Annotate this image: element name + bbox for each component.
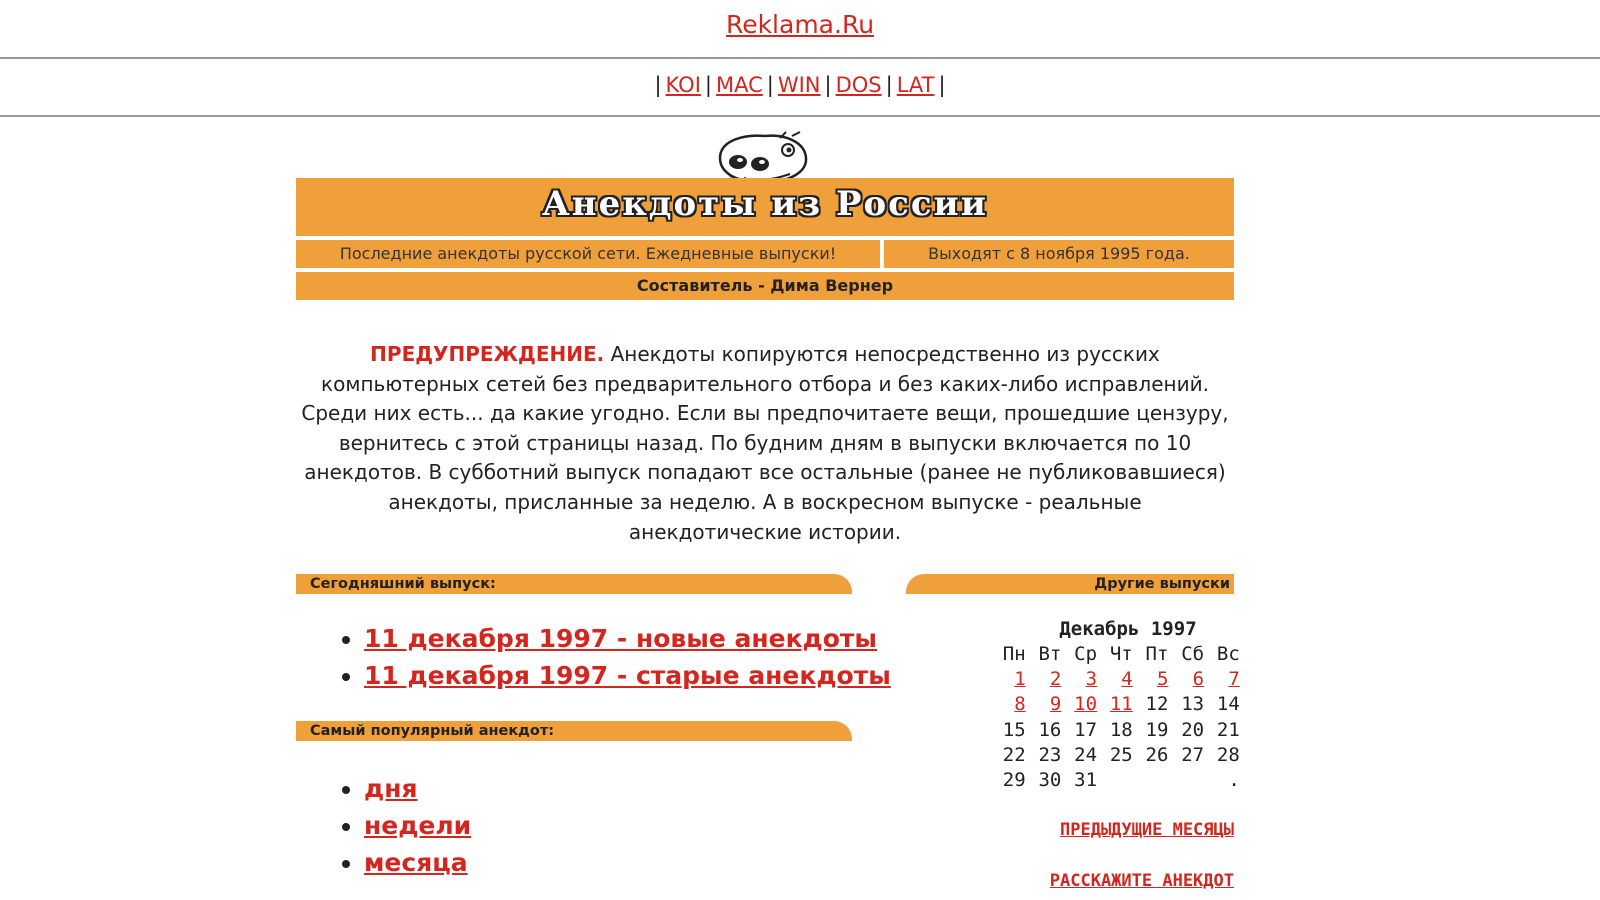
calendar-cell xyxy=(1204,667,1240,692)
today-old-jokes-link[interactable]: 11 декабря 1997 - старые анекдоты xyxy=(364,661,891,690)
list-item xyxy=(364,657,891,694)
calendar-day-link[interactable]: 1 xyxy=(1014,668,1026,691)
banner-subtitle-left: Последние анекдоты русской сети. Ежедневные выпуски! xyxy=(296,240,880,268)
banner-title: Анекдоты из России xyxy=(542,184,988,224)
popular-week-link[interactable]: недели xyxy=(364,811,472,840)
calendar-day-link[interactable]: 7 xyxy=(1228,668,1240,691)
calendar-cell: 12 xyxy=(1145,693,1169,716)
calendar-cell xyxy=(1061,692,1097,717)
calendar-cell: 18 xyxy=(1109,718,1133,741)
encoding-link-dos[interactable]: DOS xyxy=(835,73,882,97)
separator: | xyxy=(824,73,832,97)
calendar-day-link[interactable]: 5 xyxy=(1156,668,1169,691)
calendar-cell xyxy=(990,692,1026,717)
other-issues-heading xyxy=(906,574,1234,594)
previous-months-link[interactable]: ПРЕДЫДУЩИЕ МЕСЯЦЫ xyxy=(1060,820,1234,840)
calendar-day-link[interactable]: 9 xyxy=(1049,693,1062,716)
popular-day-link[interactable]: дня xyxy=(364,774,418,803)
calendar-cell xyxy=(1026,692,1062,717)
separator: | xyxy=(704,73,712,97)
calendar-cell: 28 xyxy=(1216,743,1240,766)
calendar-cell xyxy=(1026,667,1062,692)
calendar-cell xyxy=(1168,768,1204,793)
popular-month-link[interactable]: месяца xyxy=(364,848,468,877)
calendar-cell xyxy=(1133,667,1169,692)
calendar xyxy=(990,616,1240,793)
calendar-cell: 16 xyxy=(1038,718,1062,741)
list-item xyxy=(364,807,471,844)
calendar-cell: 30 xyxy=(1038,768,1062,791)
calendar-cell xyxy=(1097,692,1133,717)
popular-joke-heading-label: Самый популярный анекдот: xyxy=(310,723,555,739)
calendar-day-link[interactable]: 2 xyxy=(1049,668,1062,691)
calendar-day-link[interactable]: 10 xyxy=(1074,693,1098,716)
encoding-link-koi[interactable]: KOI xyxy=(665,73,701,97)
tell-joke-link[interactable]: РАССКАЖИТЕ АНЕКДОТ xyxy=(1049,871,1234,891)
separator: | xyxy=(654,73,662,97)
weekday-label: Пн xyxy=(1002,643,1026,665)
encoding-links xyxy=(0,59,1600,97)
calendar-cell: 25 xyxy=(1109,743,1133,766)
calendar-cell xyxy=(1061,667,1097,692)
separator: | xyxy=(938,73,946,97)
banner-subtitle-right: Выходят с 8 ноября 1995 года. xyxy=(884,240,1234,268)
calendar-cell: 26 xyxy=(1145,743,1169,766)
calendar-cell: 29 xyxy=(1002,768,1026,791)
weekday-label: Вс xyxy=(1216,643,1240,665)
calendar-cell: 31 xyxy=(1074,768,1098,791)
encoding-bar xyxy=(0,59,1600,117)
calendar-day-link[interactable]: 3 xyxy=(1085,668,1098,691)
calendar-cell: 24 xyxy=(1074,743,1098,766)
today-issue-heading-label: Сегодняшний выпуск: xyxy=(310,576,496,592)
separator: | xyxy=(885,73,893,97)
calendar-cell xyxy=(1097,667,1133,692)
weekday-label: Вт xyxy=(1038,643,1062,665)
separator: | xyxy=(766,73,774,97)
calendar-day-link[interactable]: 8 xyxy=(1014,693,1026,716)
calendar-cell: 13 xyxy=(1181,693,1205,716)
other-issues-heading-label: Другие выпуски xyxy=(1094,576,1230,592)
calendar-title: Декабрь 1997 xyxy=(1059,618,1197,640)
calendar-cell: 27 xyxy=(1181,743,1205,766)
encoding-link-win[interactable]: WIN xyxy=(777,73,821,97)
site-banner xyxy=(296,128,1234,304)
weekday-label: Ср xyxy=(1074,643,1098,665)
popular-joke-list xyxy=(340,770,471,881)
calendar-cell xyxy=(990,667,1026,692)
popular-joke-heading xyxy=(296,721,852,741)
calendar-day-link[interactable]: 6 xyxy=(1192,668,1205,691)
calendar-cell: 17 xyxy=(1074,718,1098,741)
weekday-label: Сб xyxy=(1181,643,1205,665)
banner-compiler: Составитель - Дима Вернер xyxy=(296,272,1234,300)
calendar-grid xyxy=(990,642,1240,793)
calendar-cell: 20 xyxy=(1181,718,1205,741)
today-issue-list xyxy=(340,620,891,694)
weekday-label: Пт xyxy=(1145,643,1169,665)
weekday-label: Чт xyxy=(1109,643,1133,665)
banner-title-band xyxy=(296,178,1234,236)
list-item xyxy=(364,620,891,657)
reklama-link[interactable]: Reklama.Ru xyxy=(725,10,875,39)
encoding-link-mac[interactable]: MAC xyxy=(715,73,763,97)
today-issue-heading xyxy=(296,574,852,594)
calendar-cell: 14 xyxy=(1216,693,1240,716)
calendar-cell xyxy=(1097,768,1133,793)
list-item xyxy=(364,770,471,807)
calendar-day-link[interactable]: 4 xyxy=(1121,668,1133,691)
calendar-cell: . xyxy=(1228,768,1240,791)
today-new-jokes-link[interactable]: 11 декабря 1997 - новые анекдоты xyxy=(364,624,878,653)
warning-text: Анекдоты копируются непосредственно из русских компьютерных сетей без предварительного отбора и без каких-либо исправлений. Среди них есть... да какие угодно. Если вы предпочитаете вещи, прошедшие цензуру, вернитесь с этой страницы назад. По будним дням в выпуски включается по 10 анекдотов. В субботний выпуск попадают все остальные (ранее не публиковавшиеся) анекдоты, присланные за неделю. А в воскресном выпуске - реальные анекдотические истории. xyxy=(301,342,1229,544)
calendar-day-link[interactable]: 11 xyxy=(1109,693,1133,716)
warning-label: ПРЕДУПРЕЖДЕНИЕ. xyxy=(370,342,605,366)
warning-notice xyxy=(300,340,1230,547)
top-ad-bar xyxy=(0,0,1600,59)
list-item xyxy=(364,844,471,881)
calendar-cell: 23 xyxy=(1038,743,1062,766)
calendar-cell xyxy=(1133,768,1169,793)
calendar-cell: 19 xyxy=(1145,718,1169,741)
encoding-link-lat[interactable]: LAT xyxy=(896,73,935,97)
calendar-cell xyxy=(1168,667,1204,692)
calendar-cell: 21 xyxy=(1216,718,1240,741)
calendar-cell: 22 xyxy=(1002,743,1026,766)
calendar-cell: 15 xyxy=(1002,718,1026,741)
